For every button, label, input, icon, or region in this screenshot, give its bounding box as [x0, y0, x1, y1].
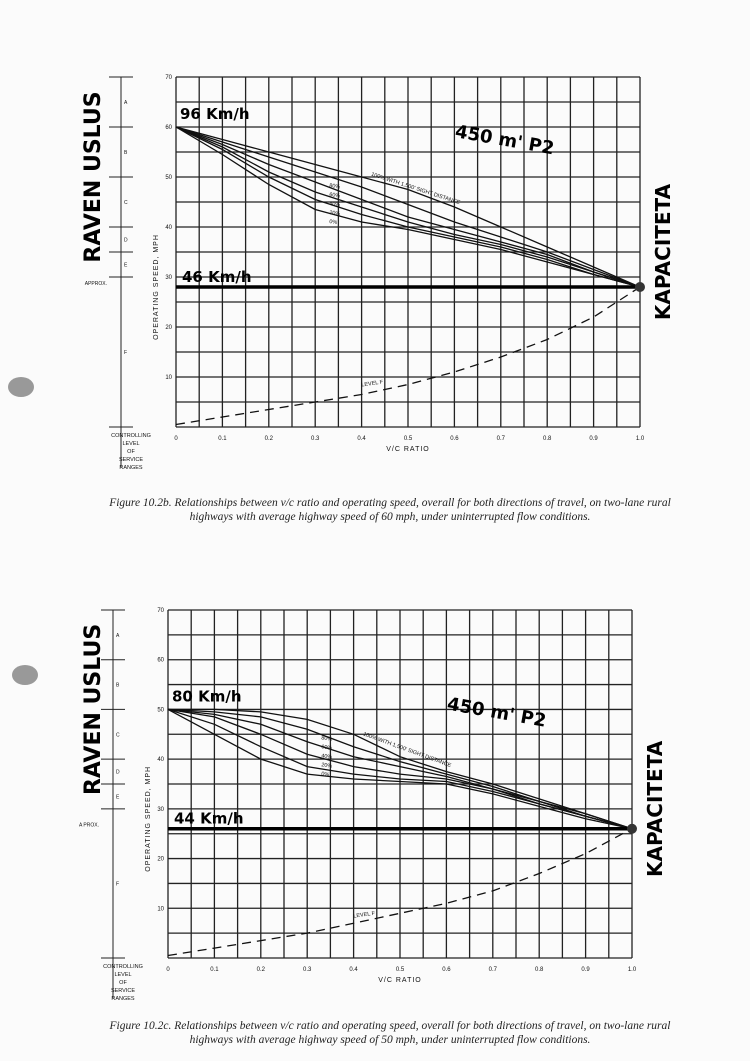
handwritten-title: RAVEN USLUS [81, 91, 106, 263]
capacity-point [635, 282, 645, 292]
y-tick-label: 60 [165, 125, 172, 131]
los-caption: RANGES [119, 465, 143, 471]
series-label: 40% [328, 201, 341, 209]
x-tick-label: 0.4 [357, 436, 366, 442]
x-tick-label: 0.5 [403, 436, 413, 442]
los-level-label: D [124, 237, 128, 244]
los-caption: LEVEL [122, 441, 140, 447]
los-level-label: C [116, 732, 120, 739]
x-tick-label: 0.5 [395, 967, 405, 973]
x-tick-label: 0.9 [589, 436, 598, 442]
x-tick-label: 0.6 [450, 436, 459, 442]
los-level-label: B [124, 150, 128, 156]
x-tick-label: 0.1 [218, 436, 227, 442]
series-label: 40% [320, 753, 333, 761]
y-tick-label: 30 [165, 275, 172, 281]
x-axis-label: V/C RATIO [386, 446, 430, 453]
x-tick-label: 0 [166, 967, 170, 973]
y-tick-label: 20 [157, 856, 164, 863]
x-tick-label: 0 [174, 436, 178, 442]
y-tick-label: 60 [157, 657, 164, 664]
series-label: 20% [320, 762, 333, 770]
los-caption: SERVICE [118, 457, 144, 463]
x-tick-label: 0.4 [349, 967, 358, 973]
handwritten-sight-distance: 450 m' P2 [453, 121, 556, 160]
y-tick-label: 20 [165, 325, 172, 331]
x-tick-label: 0.8 [535, 967, 544, 973]
los-level-label: C [124, 200, 128, 206]
y-tick-label: 70 [165, 75, 172, 81]
los-level-label: D [116, 769, 120, 776]
series-label: LEVEL F [361, 379, 384, 389]
los-caption: SERVICE [110, 988, 136, 994]
x-tick-label: 1.0 [627, 967, 637, 973]
los-caption: OF [127, 449, 135, 455]
los-level-label: E [124, 262, 128, 269]
los-level-label: F [116, 881, 120, 888]
x-tick-label: 0.2 [256, 967, 265, 973]
y-tick-label: 30 [157, 806, 164, 813]
series-label: 0% [320, 771, 330, 779]
los-caption: LEVEL [114, 972, 132, 978]
x-tick-label: 0.7 [488, 967, 497, 973]
x-tick-label: 0.7 [496, 436, 505, 442]
series-label: 60% [328, 192, 341, 200]
series-label: 60% [320, 744, 333, 752]
series-label: 100% WITH 1,500' SIGHT DISTANCE [362, 731, 452, 769]
x-tick-label: 0.9 [581, 967, 590, 973]
x-tick-label: 0.3 [303, 967, 312, 973]
handwritten-capacity: KAPACITETA [643, 740, 667, 877]
los-level-label: A [116, 632, 120, 639]
los-level-label: A [124, 100, 128, 106]
y-tick-label: 40 [165, 225, 172, 231]
los-level-label: E [116, 794, 120, 801]
y-tick-label: 10 [157, 906, 164, 913]
series-label: 20% [328, 210, 341, 218]
x-tick-label: 0.2 [264, 436, 273, 442]
x-axis-label: V/C RATIO [378, 977, 422, 984]
handwritten-sight-distance: 450 m' P2 [445, 693, 548, 732]
y-tick-label: 10 [165, 375, 172, 381]
handwritten-top-speed: 96 Km/h [180, 105, 250, 123]
los-caption: RANGES [111, 996, 135, 1002]
figure-caption: Figure 10.2b. Relationships between v/c ratio and operating speed, overall for both directions of travel, on two-lane rural highways with average highway speed of 60 mph, under uninterrupted flow conditions. [109, 497, 671, 523]
y-axis-label: OPERATING SPEED, MPH [145, 765, 152, 872]
x-tick-label: 0.1 [210, 967, 219, 973]
y-tick-label: 50 [157, 707, 164, 714]
los-level-label: B [116, 682, 120, 689]
approx-label: A PROX. [78, 822, 99, 829]
chart-figure-10-2b [0, 60, 750, 540]
los-caption: CONTROLLING [111, 433, 151, 439]
chart-figure-10-2c [0, 590, 750, 1030]
los-caption: CONTROLLING [103, 964, 143, 970]
x-tick-label: 0.3 [311, 436, 320, 442]
y-axis-label: OPERATING SPEED, MPH [153, 234, 160, 340]
series-label: 0% [328, 219, 338, 227]
approx-label: APPROX. [84, 281, 107, 287]
y-tick-label: 40 [157, 757, 164, 764]
series-label: 80% [320, 735, 333, 743]
x-tick-label: 0.8 [543, 436, 552, 442]
series-label: 100% WITH 1,500' SIGHT DISTANCE [370, 171, 461, 207]
handwritten-title: RAVEN USLUS [81, 623, 106, 796]
capacity-point [627, 824, 637, 834]
figure-caption: Figure 10.2c. Relationships between v/c ratio and operating speed, overall for both directions of travel, on two-lane rural highways with average highway speed of 50 mph, under uninterrupted flow conditions. [109, 1020, 671, 1046]
handwritten-capacity-speed: 44 Km/h [174, 809, 244, 828]
handwritten-capacity-speed: 46 Km/h [182, 268, 252, 286]
handwritten-capacity: KAPACITETA [651, 183, 675, 321]
handwritten-top-speed: 80 Km/h [172, 687, 242, 706]
los-level-label: F [124, 350, 128, 356]
series-label: LEVEL F [353, 910, 376, 920]
y-tick-label: 50 [165, 175, 172, 181]
y-tick-label: 70 [157, 608, 164, 614]
series-label: 80% [328, 183, 341, 191]
x-tick-label: 1.0 [635, 436, 645, 442]
los-caption: OF [119, 980, 127, 986]
x-tick-label: 0.6 [442, 967, 451, 973]
